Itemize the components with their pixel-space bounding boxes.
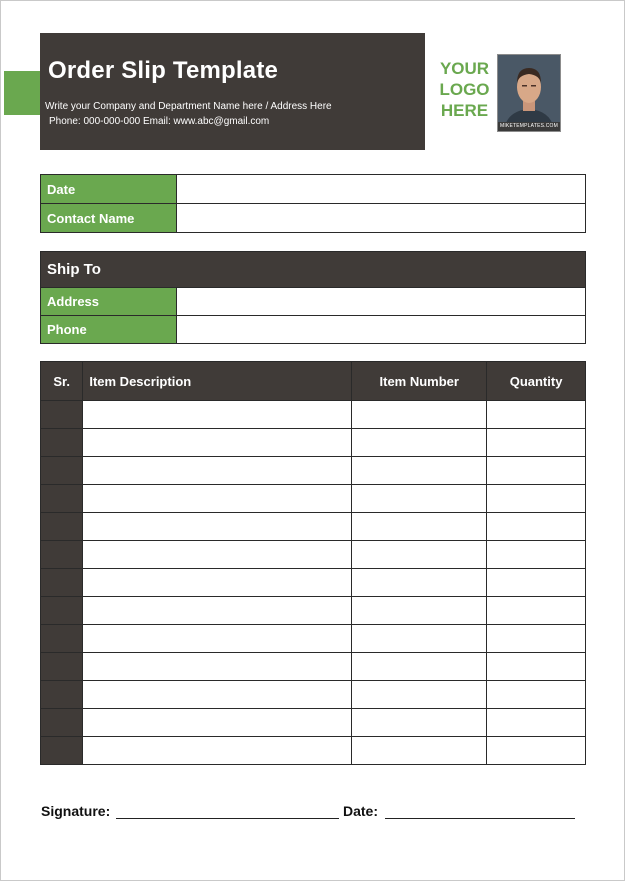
table-row xyxy=(41,513,586,541)
quantity-cell[interactable] xyxy=(487,709,586,737)
sr-cell xyxy=(41,569,83,597)
ship-to-header-row xyxy=(41,252,586,288)
item-number-cell[interactable] xyxy=(352,681,487,709)
quantity-cell[interactable] xyxy=(487,597,586,625)
description-cell[interactable] xyxy=(83,625,352,653)
table-row xyxy=(41,681,586,709)
description-cell[interactable] xyxy=(83,653,352,681)
quantity-cell[interactable] xyxy=(487,625,586,653)
item-number-cell[interactable] xyxy=(352,597,487,625)
quantity-cell[interactable] xyxy=(487,653,586,681)
table-row xyxy=(41,737,586,765)
description-cell[interactable] xyxy=(83,457,352,485)
item-number-cell[interactable] xyxy=(352,513,487,541)
signature-label: Signature: xyxy=(41,803,111,819)
item-number-cell[interactable] xyxy=(352,541,487,569)
person-photo-icon xyxy=(498,55,560,131)
description-cell[interactable] xyxy=(83,681,352,709)
item-number-cell[interactable] xyxy=(352,485,487,513)
item-number-cell[interactable] xyxy=(352,625,487,653)
sr-cell xyxy=(41,653,83,681)
col-header-quantity: Quantity xyxy=(487,362,586,401)
table-row xyxy=(41,457,586,485)
item-number-cell[interactable] xyxy=(352,569,487,597)
table-row xyxy=(41,709,586,737)
order-info-table xyxy=(40,174,586,233)
table-row xyxy=(41,653,586,681)
date-field[interactable] xyxy=(177,175,586,204)
items-table xyxy=(40,361,586,765)
logo-line-3: HERE xyxy=(440,101,489,120)
items-body xyxy=(41,401,586,765)
description-cell[interactable] xyxy=(83,709,352,737)
description-cell[interactable] xyxy=(83,541,352,569)
description-cell[interactable] xyxy=(83,485,352,513)
item-number-cell[interactable] xyxy=(352,653,487,681)
sr-cell xyxy=(41,429,83,457)
footer-date-line[interactable] xyxy=(385,818,575,819)
description-cell[interactable] xyxy=(83,737,352,765)
table-row xyxy=(41,485,586,513)
address-row xyxy=(41,288,586,316)
date-row xyxy=(41,175,586,204)
quantity-cell[interactable] xyxy=(487,401,586,429)
photo-caption: MIKETEMPLATES.COM xyxy=(499,123,559,129)
quantity-cell[interactable] xyxy=(487,541,586,569)
date-label: Date xyxy=(41,175,177,204)
footer-date-label: Date: xyxy=(343,803,379,819)
header-banner xyxy=(40,33,425,150)
table-row xyxy=(41,569,586,597)
table-row xyxy=(41,401,586,429)
quantity-cell[interactable] xyxy=(487,457,586,485)
description-cell[interactable] xyxy=(83,429,352,457)
quantity-cell[interactable] xyxy=(487,485,586,513)
sr-cell xyxy=(41,597,83,625)
address-label: Address xyxy=(41,288,177,316)
sr-cell xyxy=(41,513,83,541)
table-row xyxy=(41,597,586,625)
quantity-cell[interactable] xyxy=(487,737,586,765)
sr-cell xyxy=(41,457,83,485)
quantity-cell[interactable] xyxy=(487,569,586,597)
address-field[interactable] xyxy=(177,288,586,316)
sr-cell xyxy=(41,625,83,653)
green-accent-tab xyxy=(4,71,44,115)
sr-cell xyxy=(41,541,83,569)
table-row xyxy=(41,541,586,569)
items-header-row xyxy=(41,362,586,401)
quantity-cell[interactable] xyxy=(487,429,586,457)
logo-placeholder xyxy=(437,58,492,121)
ship-to-table xyxy=(40,251,586,344)
item-number-cell[interactable] xyxy=(352,737,487,765)
sr-cell xyxy=(41,709,83,737)
logo-line-2: LOGO xyxy=(439,80,490,99)
contact-name-row xyxy=(41,204,586,233)
phone-field[interactable] xyxy=(177,316,586,344)
table-row xyxy=(41,429,586,457)
description-cell[interactable] xyxy=(83,569,352,597)
phone-row xyxy=(41,316,586,344)
quantity-cell[interactable] xyxy=(487,513,586,541)
description-cell[interactable] xyxy=(83,513,352,541)
item-number-cell[interactable] xyxy=(352,401,487,429)
sr-cell xyxy=(41,485,83,513)
item-number-cell[interactable] xyxy=(352,457,487,485)
page-title: Order Slip Template xyxy=(48,57,279,84)
description-cell[interactable] xyxy=(83,597,352,625)
item-number-cell[interactable] xyxy=(352,709,487,737)
sr-cell xyxy=(41,737,83,765)
col-header-item-number: Item Number xyxy=(352,362,487,401)
profile-photo xyxy=(497,54,561,132)
company-address-line: Write your Company and Department Name here / Address Here xyxy=(45,101,332,112)
contact-name-field[interactable] xyxy=(177,204,586,233)
phone-label: Phone xyxy=(41,316,177,344)
sr-cell xyxy=(41,681,83,709)
quantity-cell[interactable] xyxy=(487,681,586,709)
item-number-cell[interactable] xyxy=(352,429,487,457)
col-header-sr: Sr. xyxy=(41,362,83,401)
description-cell[interactable] xyxy=(83,401,352,429)
table-row xyxy=(41,625,586,653)
logo-line-1: YOUR xyxy=(439,59,490,78)
sr-cell xyxy=(41,401,83,429)
ship-to-heading: Ship To xyxy=(41,252,586,288)
contact-info-line: Phone: 000-000-000 Email: www.abc@gmail.com xyxy=(49,116,270,127)
contact-name-label: Contact Name xyxy=(41,204,177,233)
signature-line[interactable] xyxy=(116,818,339,819)
col-header-description: Item Description xyxy=(83,362,352,401)
